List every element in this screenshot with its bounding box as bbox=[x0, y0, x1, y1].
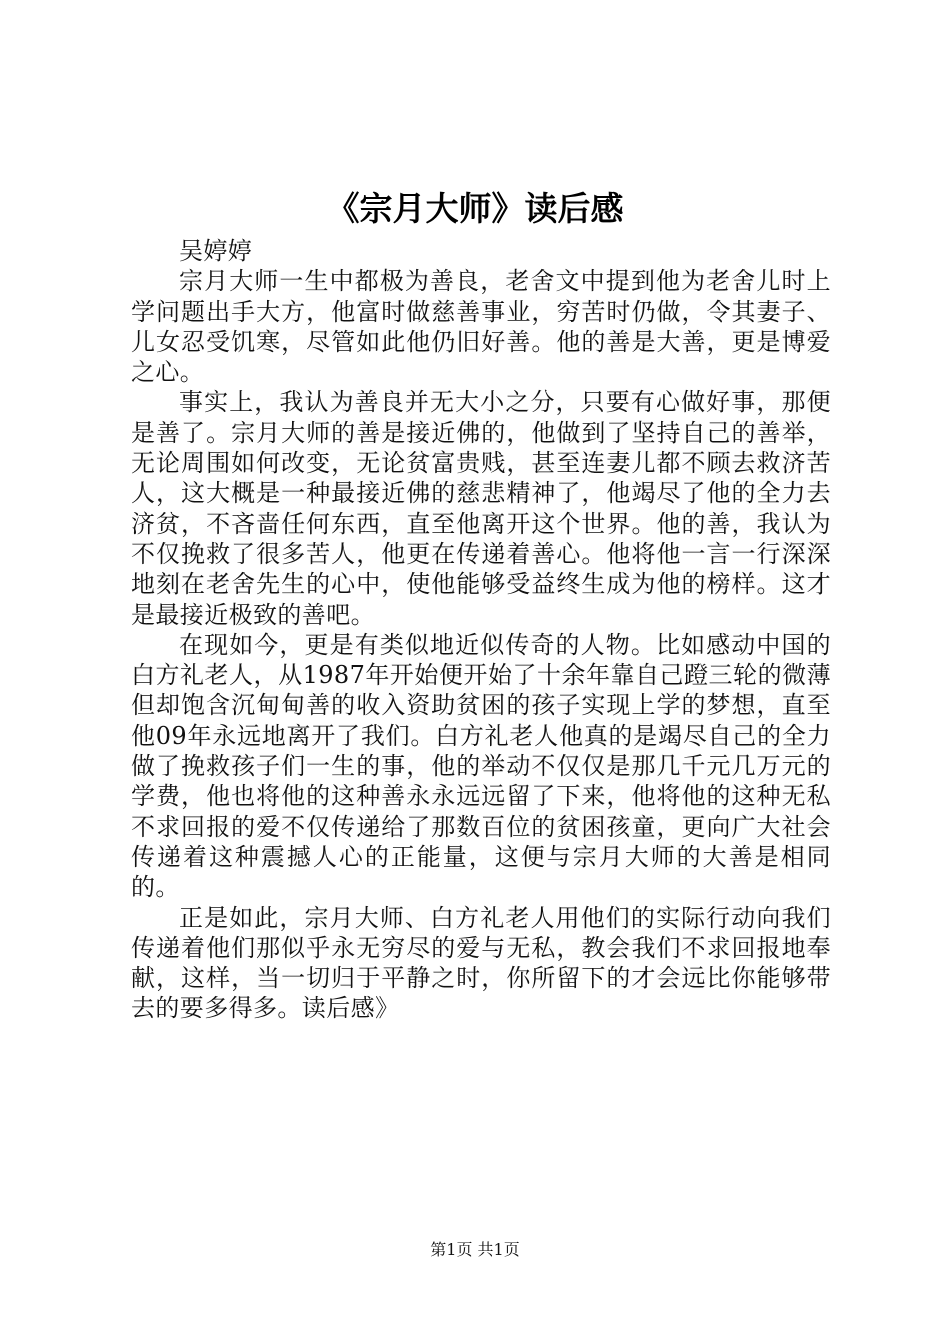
paragraph-4: 正是如此，宗月大师、白方礼老人用他们的实际行动向我们传递着他们那似乎永无穷尽的爱与无私，教会我们不求回报地奉献，这样，当一切归于平静之时，你所留下的才会远比你能够带去的要多得多。读后感》 bbox=[131, 903, 831, 1023]
document-body bbox=[131, 236, 831, 1024]
paragraph-1: 宗月大师一生中都极为善良，老舍文中提到他为老舍儿时上学问题出手大方，他富时做慈善事业，穷苦时仍做，令其妻子、儿女忍受饥寒，尽管如此他仍旧好善。他的善是大善，更是博爱之心。 bbox=[131, 267, 831, 387]
page-footer: 第1页 共1页 bbox=[430, 1240, 520, 1259]
document-title: 《宗月大师》读后感 bbox=[326, 189, 624, 228]
author-name: 吴婷婷 bbox=[179, 237, 253, 265]
paragraph-2: 事实上，我认为善良并无大小之分，只要有心做好事，那便是善了。宗月大师的善是接近佛的，他做到了坚持自己的善举，无论周围如何改变，无论贫富贵贱，甚至连妻儿都不顾去救济苦人，这大概是一种最接近佛的慈悲精神了，他竭尽了他的全力去济贫，不吝啬任何东西，直至他离开这个世界。他的善，我认为不仅挽救了很多苦人，他更在传递着善心。他将他一言一行深深地刻在老舍先生的心中，使他能够受益终生成为他的榜样。这才是最接近极致的善吧。 bbox=[131, 388, 831, 629]
paragraph-3: 在现如今，更是有类似地近似传奇的人物。比如感动中国的白方礼老人，从1987年开始便开始了十余年靠自己蹬三轮的微薄但却饱含沉甸甸善的收入资助贫困的孩子实现上学的梦想，直至他09年永远地离开了我们。白方礼老人他真的是竭尽自己的全力做了挽救孩子们一生的事，他的举动不仅仅是那几千元几万元的学费，他也将他的这种善永永远远留了下来，他将他的这种无私不求回报的爱不仅传递给了那数百位的贫困孩童，更向广大社会传递着这种震撼人心的正能量，这便与宗月大师的大善是相同的。 bbox=[131, 630, 831, 902]
